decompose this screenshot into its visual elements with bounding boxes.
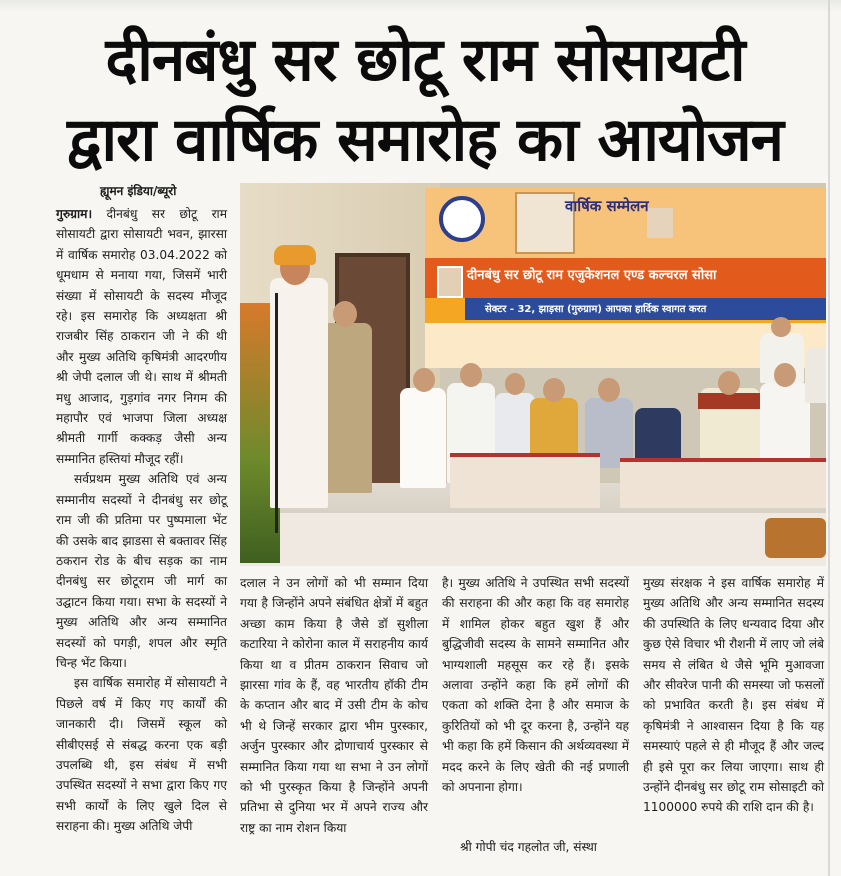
microphone-stand [275, 293, 278, 533]
paragraph-3: इस वार्षिक समारोह में सोसायटी ने पिछले वर्ष में किए गए कार्यों की जानकारी दी। जिसमें स्कूल को सीबीएसई से संबद्ध करना एक बड़ी उपलब्धि थी, इस संबंध में सभी उपस्थित सदस्यों ने सभा द्वारा किए गए सभी कार्यों के लिए खुले दिल से सराहना की। मुख्य अतिथि जेपी [56, 676, 227, 834]
person-head [598, 378, 620, 402]
banner-title: वार्षिक सम्मेलन [565, 197, 649, 215]
paragraph-1-text: दीनबंधु सर छोटू राम सोसायटी द्वारा सोसायटी भवन, झारसा में वार्षिक समारोह 03.04.2022 को धूमधाम से मनाया गया, जिसमें भारी संख्या में सोसायटी के सदस्य मौजूद रहे। इस समारोह कि अध्यक्षता श्री राजबीर सिंह ठाकरान जी ने की थी और मुख्य अतिथि कृषिमंत्री आदरणीय श्री जेपी दलाल जी थे। साथ में श्रीमती मधु आजाद, गुड़गांव नगर निगम की महापौर एवं भाजपा जिला अध्यक्ष श्रीमती गार्गी कक्कड़ जैसी अन्य सम्मानित हस्तियां मौजूद रहीं। [56, 207, 227, 466]
small-portrait-image [437, 266, 463, 298]
dateline: गुरुग्राम। [56, 207, 93, 221]
byline: ह्यूमन इंडिया/ब्यूरो [100, 184, 177, 198]
column-3-text: है। मुख्य अतिथि ने उपस्थित सभी सदस्यों की सराहना की और कहा कि वह समारोह में शामिल होकर बहुत खुश हैं और बुद्धिजीवी सदस्य के सामने सम्मानित और भाग्यशाली महसूस कर रहे हैं। इसके अलावा उन्होंने कहा कि हमें लोगों की एकता को शक्ति देना है और समाज के कुरितियों को भी दूर करना है, उन्होंने यह भी कहा कि हमें किसान की अर्थव्यवस्था में मदद करने के लिए खेती की नई प्रणाली को अपनाना होगा। [442, 576, 629, 795]
article-column-1 [56, 204, 227, 837]
photo-foreground-object [765, 518, 826, 558]
headline-line-1: दीनबंधु सर छोटू राम सोसायटी [105, 25, 745, 95]
event-photo [240, 183, 826, 566]
banner-subtitle: सेक्टर - 32, झाड़सा (गुरुग्राम) आपका हार्दिक स्वागत करत [485, 304, 707, 315]
page-right-rule [828, 0, 830, 876]
column-4-text: मुख्य संरक्षक ने इस वार्षिक समारोह में मुख्य अतिथि और अन्य सम्मानित सदस्य की उपस्थिति के लिए धन्यवाद दिया और कुछ ऐसे विचार भी रौशनी में लाए जो लंबे समय से लंबित थे जैसे भूमि मुआवजा और सीवरेज पानी की समस्या जो फसलों को प्रभावित करती है। इस संबंध में कृषिमंत्री ने आश्वासन दिया है कि यह समस्याएं पहले से ही मौजूद हैं और जल्द ही इसे पूरा कर लिया जाएगा। साथ ही उन्होंने दीनबंधु सर छोटू राम सोसाइटी को 1100000 रुपये की राशि दान की है। [643, 576, 824, 815]
photo-stage-table [620, 458, 826, 508]
paragraph-2: सर्वप्रथम मुख्य अतिथि एवं अन्य सम्मानीय सदस्यों ने दीनबंधु सर छोटू राम जी की प्रतिमा पर पुष्पमाला भेंट की उसके बाद झाडसा से बक्तावर सिंह ठकरान रोड के बीच सड़क का नाम दीनबंधु सर छोटूराम जी मार्ग का उद्घाटन किया गया। सभा के सदस्यों ने मुख्य अतिथि और अन्य सम्मानित सदस्यों को पगड़ी, शपल और स्मृति चिन्ह भेंट किया। [56, 472, 227, 670]
society-emblem-icon [439, 196, 485, 242]
photo-carpet [240, 513, 826, 566]
banner-society-name: दीनबंधु सर छोटू राम एजुकेशनल एण्ड कल्चरल सोसा [467, 268, 717, 283]
article-column-4 [643, 573, 824, 818]
speaker-turban [274, 245, 316, 265]
headline-line-2: द्वारा वार्षिक समारोह का आयोजन [67, 105, 783, 175]
person-head [413, 368, 435, 392]
person-seated [760, 383, 810, 463]
column-3-credit: श्री गोपी चंद गहलोत जी, संस्था [460, 840, 597, 854]
person-head [718, 371, 740, 395]
person-head [333, 301, 357, 327]
person-seated [400, 388, 446, 488]
page-top-shadow [0, 0, 841, 12]
guest-portrait-image [647, 208, 673, 238]
person-head [774, 363, 796, 387]
person-head [460, 363, 482, 387]
person-head [543, 378, 565, 402]
article-column-2 [240, 573, 428, 838]
person-head [505, 373, 525, 395]
article-column-3 [442, 573, 629, 797]
person-speaker [270, 278, 328, 508]
paragraph-1 [56, 204, 227, 469]
person-shawl [698, 393, 762, 409]
person-standing [805, 348, 826, 403]
photo-stage-table [450, 453, 600, 508]
person-head [771, 317, 791, 337]
column-2-text: दलाल ने उन लोगों को भी सम्मान दिया गया है जिन्होंने अपने संबंधित क्षेत्रों में बहुत अच्छा काम किया है जैसे डॉ सुशीला कटारिया ने कोरोना काल में सराहनीय कार्य किया था व प्रीतम ठाकरान सिवाच जो झारसा गांव के हैं, वह भारतीय हॉकी टीम के कप्तान और बाद में उसी टीम के कोच भी थे जिन्हें सरकार द्वारा भीम पुरस्कार, अर्जुन पुरस्कार और द्रोणाचार्य पुरस्कार से सम्मानित किया गया था सभा ने उन लोगों को भी पुरस्कृत किया है जिन्होंने अपनी प्रतिभा से दुनिया भर में अपने राज्य और राष्ट्र का नाम रोशन किया [240, 576, 428, 835]
